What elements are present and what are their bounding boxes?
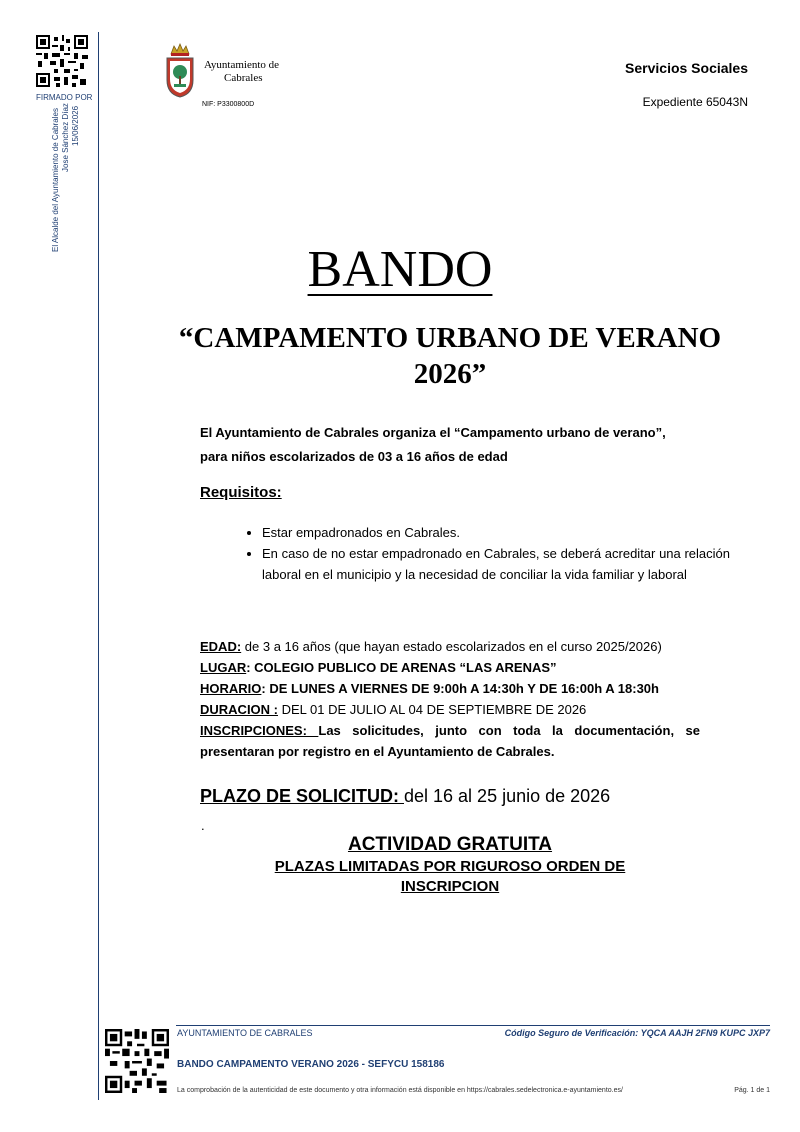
margin-divider	[98, 32, 99, 1100]
footer-page-number: Pág. 1 de 1	[734, 1087, 770, 1094]
inscripciones-label: INSCRIPCIONES:	[200, 723, 319, 738]
municipal-coat-of-arms-logo	[165, 42, 195, 98]
signer-role: El Alcalde del Ayuntamiento de Cabrales	[51, 108, 60, 252]
intro-paragraph	[200, 421, 700, 469]
horario-label: HORARIO	[200, 681, 262, 696]
footer-divider	[176, 1025, 770, 1026]
requirements-heading: Requisitos:	[200, 484, 282, 501]
inscripciones-value: Las solicitudes, junto con toda la documentación, se presentaran por registro en el Ayuntamiento de Cabrales.	[200, 723, 700, 759]
plazas-line1: PLAZAS LIMITADAS POR RIGUROSO ORDEN DE	[274, 858, 626, 875]
duracion-label: DURACION :	[200, 702, 278, 717]
event-details	[200, 636, 700, 762]
sign-date: 15/06/2026	[71, 105, 80, 146]
verification-qr-code	[105, 1029, 169, 1093]
footer-doc-title: BANDO CAMPAMENTO VERANO 2026 - SEFYCU 158186	[177, 1059, 445, 1070]
limited-places-notice	[150, 857, 750, 897]
duracion-row	[200, 699, 700, 720]
requirements-list	[232, 522, 730, 585]
subtitle-line2: 2026”	[413, 358, 487, 390]
subtitle-line1: “CAMPAMENTO URBANO DE VERANO	[178, 322, 722, 354]
expediente-number: Expediente 65043N	[642, 95, 748, 109]
intro-line1: El Ayuntamiento de Cabrales organiza el “Campamento urbano de verano”,	[200, 425, 666, 440]
document-title	[0, 240, 800, 299]
footer-verify-note: La comprobación de la autenticidad de este documento y otra información está disponible en https://cabrales.sedelectronica.e-ayuntamiento.es/	[177, 1087, 623, 1094]
plazo-label: PLAZO DE SOLICITUD:	[200, 786, 404, 806]
intro-line2: para niños escolarizados de 03 a 16 años de edad	[200, 449, 508, 464]
org-name-line2: Cabrales	[224, 72, 263, 84]
horario-value: : DE LUNES A VIERNES DE 9:00h A 14:30h Y DE 16:00h A 18:30h	[261, 681, 659, 696]
requirement-item: • En caso de no estar empadronado en Cabrales, se deberá acreditar una relación laboral en el municipio y la necesidad de conciliar la vida familiar y laboral	[262, 543, 730, 585]
inscripciones-row	[200, 720, 700, 762]
edad-label: EDAD:	[200, 639, 242, 654]
lugar-row	[200, 657, 700, 678]
title-text: BANDO	[307, 241, 493, 298]
footer-csv: Código Seguro de Verificación: YQCA AAJH 2FN9 KUPC JXP7	[504, 1028, 770, 1038]
department: Servicios Sociales	[625, 60, 748, 76]
plazo-value: del 16 al 25 junio de 2026	[404, 786, 611, 806]
lugar-value: : COLEGIO PUBLICO DE ARENAS “LAS ARENAS”	[246, 660, 557, 675]
org-name-line1: Ayuntamiento de	[204, 59, 280, 71]
event-subtitle	[150, 320, 750, 392]
stray-dot: .	[201, 818, 205, 833]
signed-by-label: FIRMADO POR	[36, 93, 93, 102]
duracion-value: DEL 01 DE JULIO AL 04 DE SEPTIEMBRE DE 2026	[278, 702, 587, 717]
footer-org: AYUNTAMIENTO DE CABRALES	[177, 1028, 313, 1038]
free-activity-notice: ACTIVIDAD GRATUITA	[347, 834, 553, 855]
signer-name: Jose Sánchez Díaz	[61, 103, 70, 172]
application-deadline	[200, 786, 610, 807]
signature-qr-code	[36, 35, 88, 87]
horario-row	[200, 678, 700, 699]
lugar-label: LUGAR	[200, 660, 247, 675]
edad-value: de 3 a 16 años (que hayan estado escolarizados en el curso 2025/2026)	[241, 639, 662, 654]
plazas-line2: INSCRIPCION	[400, 878, 500, 895]
nif: NIF: P3300800D	[202, 101, 255, 108]
edad-row	[200, 636, 700, 657]
requirement-item: • Estar empadronados en Cabrales.	[262, 522, 730, 543]
